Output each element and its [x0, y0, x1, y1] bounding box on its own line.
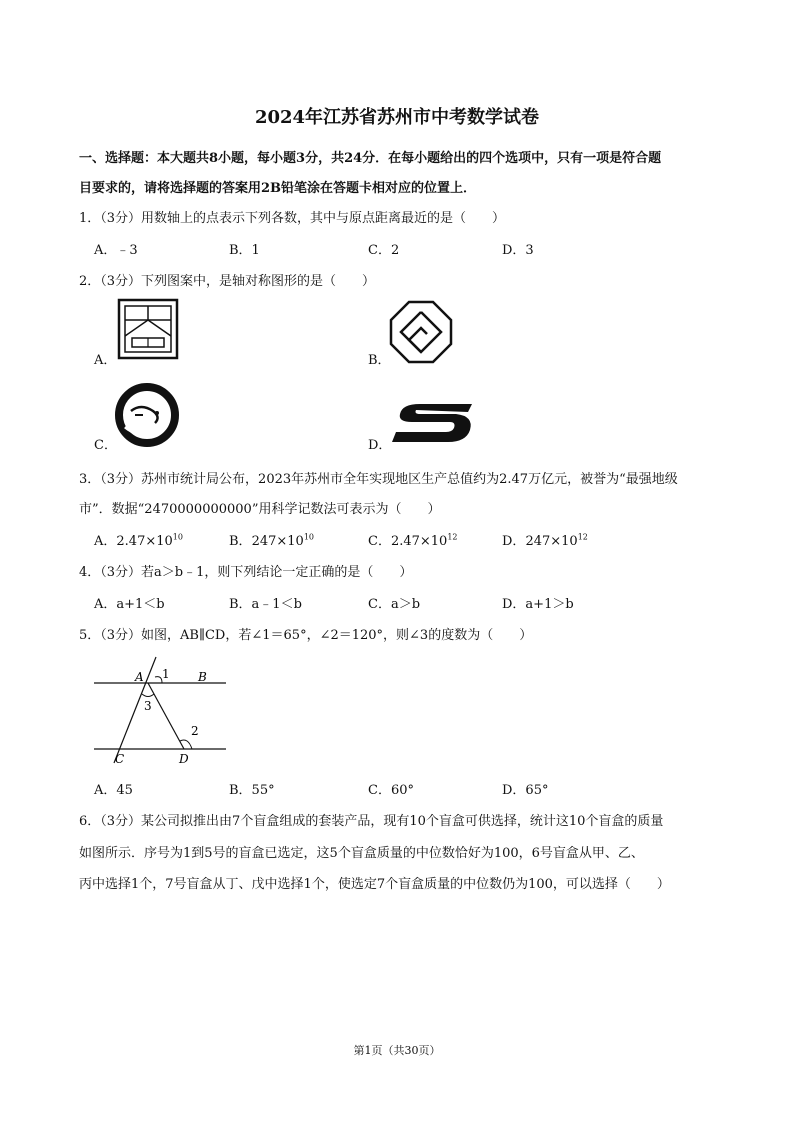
q3-option-c: C．$2.47\times 10^{12}$	[368, 532, 458, 549]
angle-1-arc	[155, 677, 162, 683]
q5-option-b: B．55°	[229, 783, 275, 798]
q4-option-b: B．a﹣1＜b	[229, 597, 302, 612]
q5-option-a: A．45	[94, 783, 133, 798]
label-1: 1	[162, 667, 170, 681]
q2-figure-d-s-logo-icon	[392, 400, 476, 446]
label-d: D	[179, 752, 189, 766]
q1-option-b: B．1	[229, 243, 260, 258]
q3-option-b: B．$247\times 10^{10}$	[229, 532, 314, 549]
label-2: 2	[191, 724, 199, 738]
q2-figure-b-octagon-icon	[389, 300, 453, 364]
q2-figure-a-window-icon	[117, 298, 179, 360]
page-footer: 第1页（共30页）	[353, 1044, 441, 1057]
section-heading-line-1: 一、选择题：本大题共8小题，每小题3分，共24分．在每小题给出的四个选项中，只有一项是符合题	[79, 151, 662, 166]
q6-stem-line-2: 如图所示．序号为1到5号的盲盒已选定，这5个盲盒质量的中位数恰好为100，6号盲盒从甲、乙、	[79, 846, 644, 861]
q6-stem-line-3: 丙中选择1个，7号盲盒从丁、戊中选择1个，使选定7个盲盒质量的中位数仍为100，可以选择（ ）	[79, 877, 670, 892]
label-3: 3	[144, 699, 152, 713]
line-ad	[148, 683, 184, 749]
q1-option-d: D．3	[502, 243, 534, 258]
q6-stem-line-1: 6．（3分）某公司拟推出由7个盲盒组成的套装产品，现有10个盲盒可供选择，统计这10个盲盒的质量	[79, 814, 664, 829]
q3-option-d: D．$247\times 10^{12}$	[502, 532, 588, 549]
q5-option-c: C．60°	[368, 783, 414, 798]
section-heading-line-2: 目要求的，请将选择题的答案用2B铅笔涂在答题卡相对应的位置上．	[79, 181, 477, 196]
label-a: A	[135, 670, 144, 684]
angle-3-arc	[142, 694, 154, 697]
q3-option-a: A．$2.47\times 10^{10}$	[94, 532, 183, 549]
q2-option-c: C．	[94, 438, 117, 453]
q1-option-a: A．﹣3	[94, 243, 138, 258]
q1-stem: 1．（3分）用数轴上的点表示下列各数，其中与原点距离最近的是（ ）	[79, 211, 506, 226]
q2-option-b: B．	[368, 353, 391, 368]
q5-stem: 5．（3分）如图，AB∥CD，若∠1＝65°，∠2＝120°，则∠3的度数为（ ）	[79, 628, 533, 643]
q5-option-d: D．65°	[502, 783, 549, 798]
label-b: B	[198, 670, 207, 684]
q1-option-c: C．2	[368, 243, 400, 258]
page-title: 2024年江苏省苏州市中考数学试卷	[254, 107, 540, 128]
q3-stem-line-1: 3．（3分）苏州市统计局公布，2023年苏州市全年实现地区生产总值约为2.47万亿元，被誉为“最强地级	[79, 472, 678, 487]
label-c: C	[115, 752, 125, 766]
q4-option-d: D．a+1＞b	[502, 597, 574, 612]
q4-stem: 4．（3分）若a＞b﹣1，则下列结论一定正确的是（ ）	[79, 565, 413, 580]
q2-option-d: D．	[368, 438, 392, 453]
q2-figure-c-swirl-icon	[113, 381, 181, 449]
q4-option-a: A．a+1＜b	[94, 597, 165, 612]
q3-stem-line-2: 市”．数据“2470000000000”用科学记数法可表示为（ ）	[79, 502, 441, 517]
q2-option-a: A．	[94, 353, 117, 368]
q4-option-c: C．a＞b	[368, 597, 421, 612]
q2-stem: 2．（3分）下列图案中，是轴对称图形的是（ ）	[79, 274, 376, 289]
q5-geometry-figure	[92, 655, 228, 770]
